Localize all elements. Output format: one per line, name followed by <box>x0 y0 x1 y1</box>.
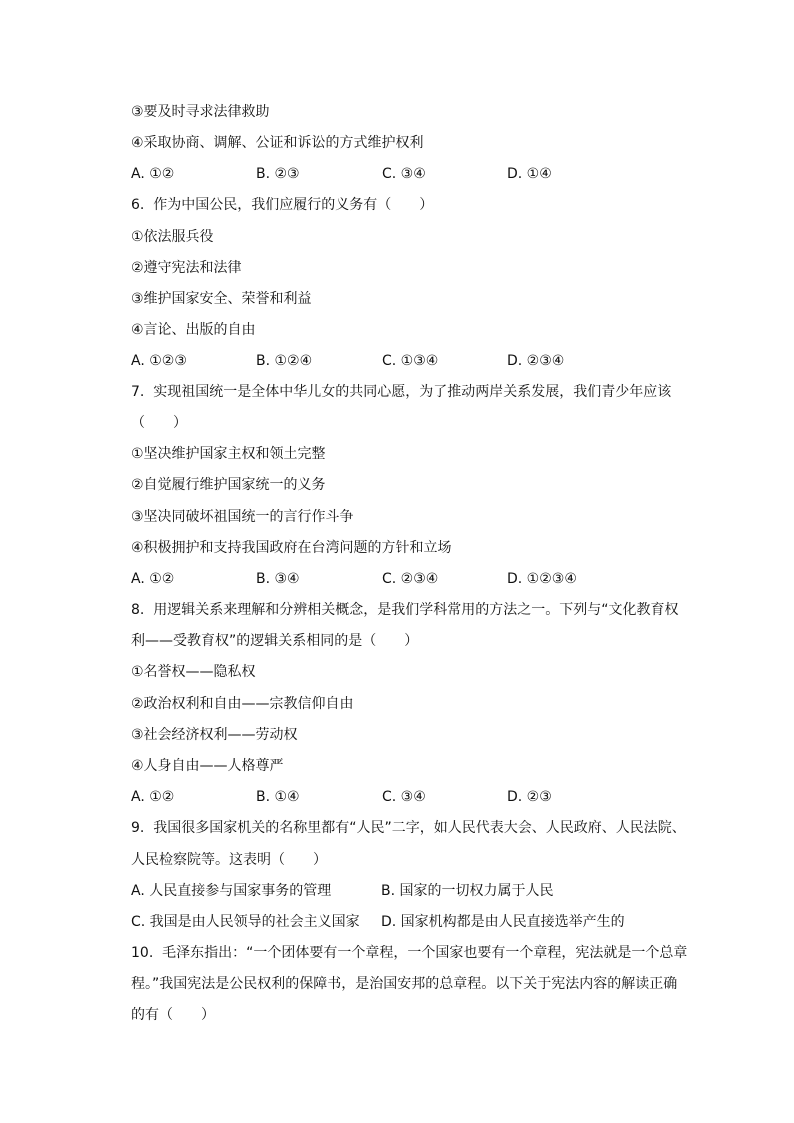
q6-options <box>131 351 711 371</box>
q5-item-3: ③要及时寻求法律救助 <box>131 104 270 120</box>
q9-stem-line-1: 9. 我国很多国家机关的名称里都有“人民”二字，如人民代表大会、人民政府、人民法院、 <box>131 820 686 836</box>
q7-option-c[interactable]: C. ②③④ <box>382 571 439 587</box>
q7-item-3: ③坚决同破坏祖国统一的言行作斗争 <box>131 509 354 525</box>
q6-item-1: ①依法服兵役 <box>131 229 214 245</box>
q7-stem-line-2: （ ） <box>131 415 187 431</box>
q10-stem-line-1: 10. 毛泽东指出：“一个团体要有一个章程，一个国家也要有一个章程，宪法就是一个总章 <box>131 945 688 961</box>
q5-options <box>131 164 711 184</box>
q9-stem-line-2: 人民检察院等。这表明（ ） <box>131 852 327 868</box>
q5-option-b[interactable]: B. ②③ <box>256 166 300 182</box>
q9-option-b[interactable]: B. 国家的一切权力属于人民 <box>381 883 554 899</box>
q5-option-c[interactable]: C. ③④ <box>382 166 426 182</box>
q7-option-b[interactable]: B. ③④ <box>256 571 300 587</box>
q8-option-b[interactable]: B. ①④ <box>256 789 300 805</box>
q7-options <box>131 569 711 589</box>
q8-item-1: ①名誉权——隐私权 <box>131 664 256 680</box>
q6-option-d[interactable]: D. ②③④ <box>507 353 565 369</box>
q8-stem-line-1: 8. 用逻辑关系来理解和分辨相关概念，是我们学科常用的方法之一。下列与“文化教育权 <box>131 602 679 618</box>
q8-item-4: ④人身自由——人格尊严 <box>131 758 284 774</box>
q5-item-4: ④采取协商、调解、公证和诉讼的方式维护权利 <box>131 135 424 151</box>
q7-item-2: ②自觉履行维护国家统一的义务 <box>131 477 326 493</box>
q7-option-a[interactable]: A. ①② <box>131 571 175 587</box>
q9-option-c[interactable]: C. 我国是由人民领导的社会主义国家 <box>131 914 360 930</box>
q8-option-a[interactable]: A. ①② <box>131 789 175 805</box>
q10-stem-line-2: 程。”我国宪法是公民权利的保障书，是治国安邦的总章程。以下关于宪法内容的解读正确 <box>131 976 678 992</box>
q5-option-d[interactable]: D. ①④ <box>507 166 552 182</box>
q6-item-3: ③维护国家安全、荣誉和利益 <box>131 291 312 307</box>
q6-stem: 6. 作为中国公民，我们应履行的义务有（ ） <box>131 197 434 213</box>
q9-option-a[interactable]: A. 人民直接参与国家事务的管理 <box>131 883 332 899</box>
q6-item-2: ②遵守宪法和法律 <box>131 260 242 276</box>
q7-stem-line-1: 7. 实现祖国统一是全体中华儿女的共同心愿，为了推动两岸关系发展，我们青少年应该 <box>131 384 672 400</box>
q8-item-2: ②政治权利和自由——宗教信仰自由 <box>131 696 354 712</box>
q8-option-d[interactable]: D. ②③ <box>507 789 552 805</box>
q8-item-3: ③社会经济权利——劳动权 <box>131 727 298 743</box>
q9-options-row-2 <box>131 912 711 932</box>
q10-stem-line-3: 的有（ ） <box>131 1007 215 1023</box>
q8-stem-line-2: 利——受教育权”的逻辑关系相同的是（ ） <box>131 633 419 649</box>
q7-item-4: ④积极拥护和支持我国政府在台湾问题的方针和立场 <box>131 540 452 556</box>
q7-option-d[interactable]: D. ①②③④ <box>507 571 577 587</box>
q9-option-d[interactable]: D. 国家机构都是由人民直接选举产生的 <box>381 914 625 930</box>
q5-option-a[interactable]: A. ①② <box>131 166 175 182</box>
q6-option-a[interactable]: A. ①②③ <box>131 353 187 369</box>
q6-item-4: ④言论、出版的自由 <box>131 322 256 338</box>
q6-option-c[interactable]: C. ①③④ <box>382 353 439 369</box>
q8-option-c[interactable]: C. ③④ <box>382 789 426 805</box>
q9-options-row-1 <box>131 881 711 901</box>
q6-option-b[interactable]: B. ①②④ <box>256 353 313 369</box>
q8-options <box>131 787 711 807</box>
q7-item-1: ①坚决维护国家主权和领土完整 <box>131 446 326 462</box>
